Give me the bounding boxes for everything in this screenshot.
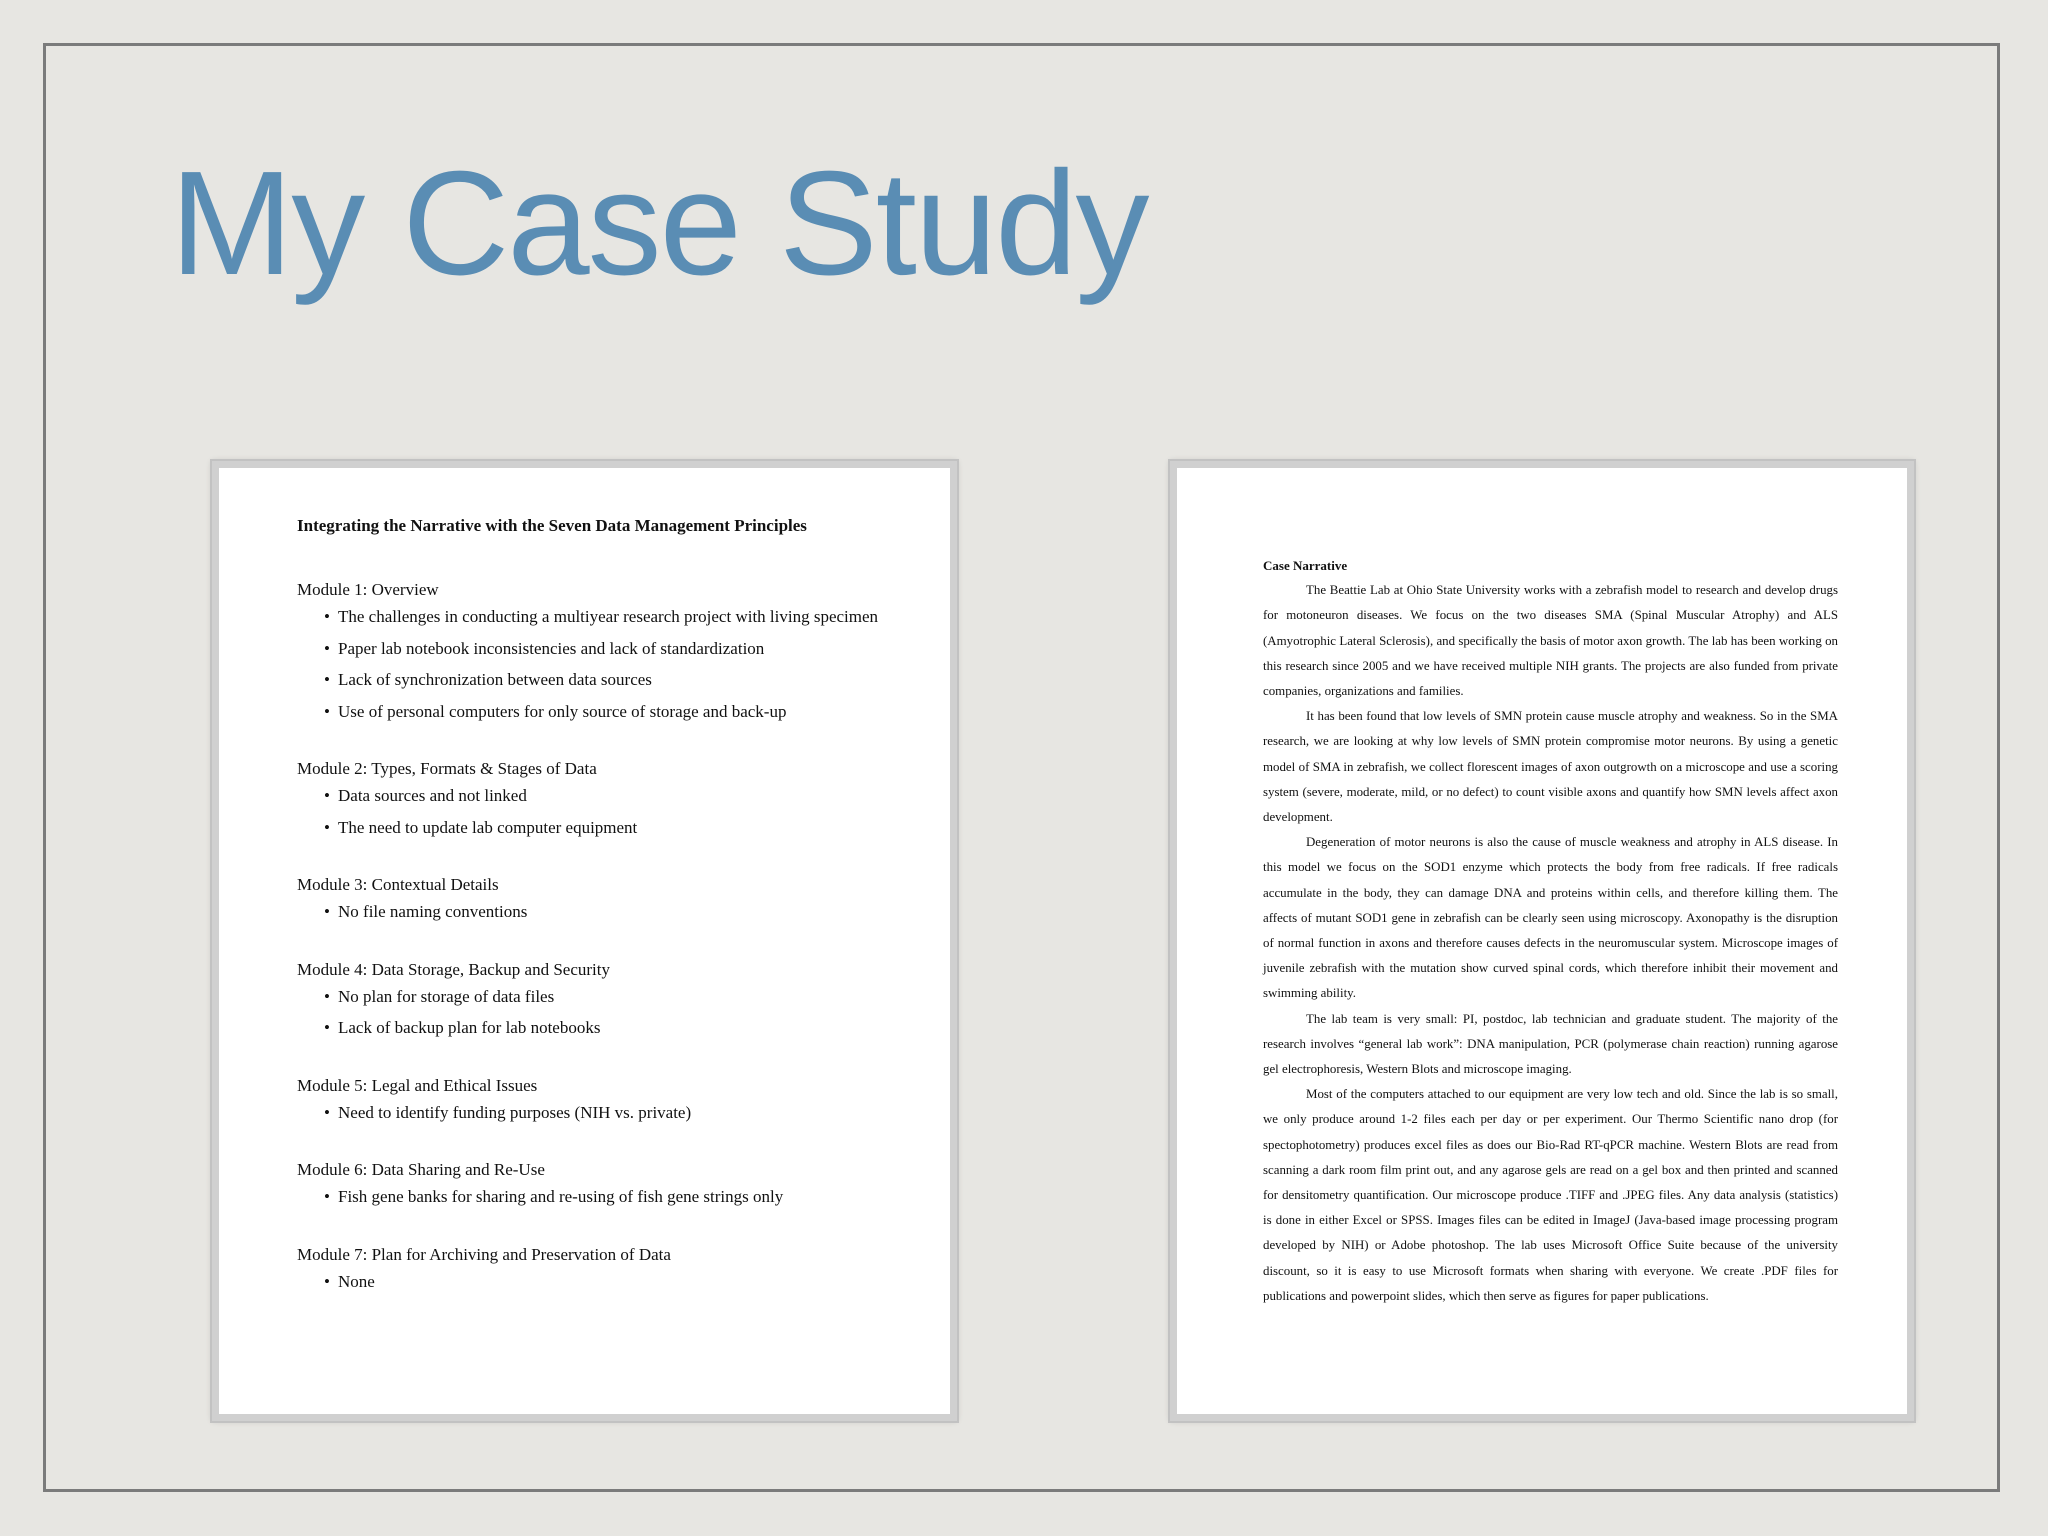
principles-heading: Integrating the Narrative with the Seven Data Management Principles [297, 516, 807, 535]
module-title: Module 3: Contextual Details [297, 875, 499, 894]
bullet-item [297, 633, 937, 665]
module-title: Module 4: Data Storage, Backup and Security [297, 959, 611, 979]
module-title: Module 1: Overview [297, 580, 439, 599]
module-6 [297, 1159, 937, 1213]
bullet-item [297, 601, 937, 633]
module-bullet-list [297, 896, 937, 928]
module-2 [297, 758, 937, 843]
module-bullet-list [297, 1097, 937, 1129]
narrative-paragraph: The lab team is very small: PI, postdoc, lab technician and graduate student. The majority of the research involves “general lab work”: DNA manipulation, PCR (polymerase chain reaction) running agarose gel electrophoresis, Western Blots and microscope imaging. [1263, 1011, 1838, 1077]
bullet-item [297, 1097, 937, 1129]
bullet-item [297, 1181, 937, 1213]
module-1 [297, 579, 937, 727]
bullet-item [297, 780, 937, 812]
module-bullet-list [297, 1181, 937, 1213]
bullet-item [297, 812, 937, 844]
narrative-paragraph: The Beattie Lab at Ohio State University works with a zebrafish model to research and develop drugs for motoneuron diseases. We focus on the two diseases SMA (Spinal Muscular Atrophy) and ALS (Amyotrophic Lateral Sclerosis), and specifically the basis of motor axon growth. The lab has been working on this research since 2005 and we have received multiple NIH grants. The projects are also funded from private companies, organizations and families. [1263, 583, 1838, 699]
module-title: Module 7: Plan for Archiving and Preservation of Data [297, 1244, 671, 1264]
bullet-text: No plan for storage of data files [338, 986, 555, 1006]
module-title: Module 5: Legal and Ethical Issues [297, 1075, 538, 1095]
bullet-item [297, 896, 937, 928]
bullet-text: Paper lab notebook inconsistencies and lack of standardization [338, 638, 765, 658]
bullet-item [297, 1012, 937, 1044]
bullet-text: The need to update lab computer equipment [338, 817, 638, 837]
bullet-text: Lack of backup plan for lab notebooks [338, 1018, 601, 1037]
module-bullet-list [297, 981, 937, 1044]
narrative-paragraph: Most of the computers attached to our equipment are very low tech and old. Since the lab is so small, we only produce around 1-2 files each per day or per experiment. Our Thermo Scientific nano drop (for spectophotometry) produces excel files as does our Bio-Rad RT-qPCR machine. Western Blots are read from scanning a dark room film print out, and any agarose gels are read on a gel box and then printed and scanned for densitometry quantification. Our microscope produce .TIFF and .JPEG files. Any data analysis (statistics) is done in either Excel or SPSS. Images files can be edited in ImageJ (Java-based image processing program developed by NIH) or Adobe photoshop. The lab uses Microsoft Office Suite because of the university discount, so it is easy to use Microsoft formats when sharing with everyone. We create .PDF files for publications and powerpoint slides, which then serve as figures for paper publications. [1263, 1087, 1838, 1303]
bullet-text: Use of personal computers for only source of storage and back-up [338, 701, 787, 721]
module-7 [297, 1244, 937, 1298]
bullet-item [297, 664, 937, 696]
module-4 [297, 959, 937, 1044]
narrative-paragraph: Degeneration of motor neurons is also the cause of muscle weakness and atrophy in ALS disease. In this model we focus on the SOD1 enzyme which protects the body from free radicals. If free radicals accumulate in the body, they can damage DNA and proteins within cells, and therefore killing them. The affects of mutant SOD1 gene in zebrafish can be clearly seen using microscopy. Axonopathy is the disruption of normal function in axons and therefore causes defects in the neuromuscular system. Microscope images of juvenile zebrafish with the mutation show curved spinal cords, which therefore inhibit their movement and swimming ability. [1263, 835, 1838, 1001]
module-title: Module 2: Types, Formats & Stages of Data [297, 759, 597, 778]
bullet-item [297, 1266, 937, 1298]
bullet-text: Fish gene banks for sharing and re-using of fish gene strings only [338, 1187, 784, 1206]
document-page-narrative [1170, 461, 1914, 1421]
bullet-text: Lack of synchronization between data sources [338, 670, 652, 689]
module-title: Module 6: Data Sharing and Re-Use [297, 1160, 545, 1179]
bullet-text: None [338, 1271, 375, 1291]
bullet-text: Data sources and not linked [338, 786, 527, 805]
bullet-text: The challenges in conducting a multiyear research project with living specimen [338, 607, 879, 626]
principles-content [297, 516, 937, 1328]
module-bullet-list [297, 1266, 937, 1298]
module-bullet-list [297, 601, 937, 727]
bullet-text: Need to identify funding purposes (NIH vs. private) [338, 1102, 692, 1122]
module-5 [297, 1075, 937, 1129]
slide-title: My Case Study [170, 141, 1148, 306]
narrative-paragraph: It has been found that low levels of SMN protein cause muscle atrophy and weakness. So in the SMA research, we are looking at why low levels of SMN protein compromise motor neurons. By using a genetic model of SMA in zebrafish, we collect florescent images of axon outgrowth on a microscope and use a scoring system (severe, moderate, mild, or no defect) to count visible axons and quantify how SMN levels affect axon development. [1263, 709, 1838, 825]
module-3 [297, 874, 937, 928]
bullet-item [297, 981, 937, 1013]
bullet-text: No file naming conventions [338, 902, 528, 921]
document-page-principles [212, 461, 957, 1421]
bullet-item [297, 696, 937, 728]
narrative-heading: Case Narrative [1263, 558, 1348, 573]
narrative-content [1263, 553, 1838, 1309]
module-bullet-list [297, 780, 937, 843]
